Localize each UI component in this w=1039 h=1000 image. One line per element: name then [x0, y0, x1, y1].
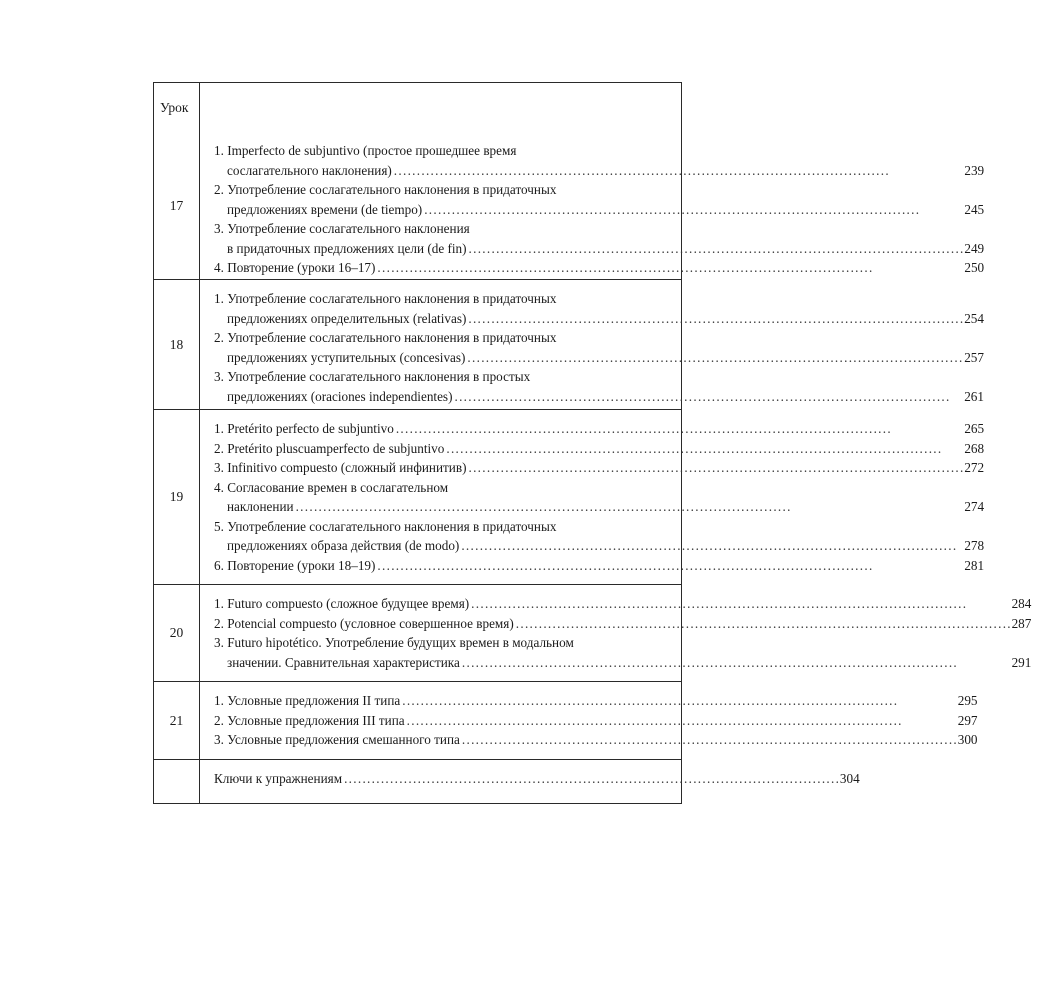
toc-entry[interactable] [214, 711, 978, 731]
page-number: 278 [964, 538, 985, 553]
toc-entry[interactable] [214, 289, 984, 328]
entry-title: 2. Условные предложения III типа [214, 712, 405, 728]
lesson-rows [154, 132, 1032, 759]
lesson-topics [200, 585, 1039, 681]
toc-entry[interactable] [214, 691, 978, 711]
leader-dots [296, 497, 963, 517]
entry-title: наклонении [227, 499, 294, 514]
entry-last-line [214, 556, 984, 576]
entry-title: предложениях уступительных (concesivas) [227, 349, 466, 365]
entry-last-line [214, 653, 1031, 673]
leader-dots [471, 594, 1009, 614]
leader-dots [377, 258, 962, 278]
entry-last-line [214, 497, 984, 517]
entry-last-line [214, 309, 984, 329]
entry-last-line [214, 161, 984, 181]
entry-title: 1. Условные предложения II типа [214, 693, 401, 708]
leader-dots [396, 419, 962, 439]
toc-entry[interactable] [214, 633, 1031, 672]
entry-title: Ключи к упражнениям [214, 771, 343, 786]
page-number: 254 [964, 310, 984, 326]
entry-title: предложениях времени (de tiempo) [227, 201, 423, 217]
entry-last-line [214, 691, 978, 711]
page-number: 274 [964, 499, 985, 514]
entry-last-line [214, 387, 984, 407]
page-number: 281 [964, 557, 985, 573]
lesson-topics [200, 410, 992, 584]
entry-title: предложениях определительных (relativas) [227, 310, 467, 326]
entry-line: 2. Употребление сослагательного наклонения в придаточных [214, 182, 557, 197]
entry-last-line [214, 200, 984, 220]
page-number: 284 [1011, 596, 1032, 611]
toc-entry[interactable] [214, 328, 984, 367]
toc-entry[interactable] [214, 478, 984, 517]
leader-dots [461, 536, 962, 556]
entry-last-line [214, 348, 984, 368]
page-number: 272 [964, 460, 985, 475]
page-number: 239 [964, 162, 985, 178]
toc-entry[interactable] [214, 556, 984, 576]
leader-dots [516, 614, 1010, 634]
page-number: 250 [964, 260, 985, 275]
toc-entry[interactable] [214, 517, 984, 556]
entry-title: 2. Pretérito pluscuamperfecto de subjuntivo [214, 440, 445, 456]
entry-line: 2. Употребление сослагательного наклонения в придаточных [214, 330, 557, 345]
lesson-number: 17 [154, 132, 200, 279]
lesson-number: 20 [154, 585, 200, 681]
leader-dots [377, 556, 962, 576]
leader-dots [454, 387, 962, 407]
lesson-row [154, 584, 1032, 681]
page-number: 245 [964, 201, 985, 217]
keys-content [200, 760, 868, 803]
lesson-number: 18 [154, 280, 200, 409]
entry-last-line [214, 258, 984, 278]
toc-entry[interactable] [214, 730, 978, 750]
entry-last-line [214, 614, 1031, 634]
entry-line: 1. Imperfecto de subjuntivo (простое прошедшее время [214, 143, 517, 158]
entry-line: 3. Futuro hipotético. Употребление будущих времен в модальном [214, 635, 574, 650]
leader-dots [462, 730, 956, 750]
page-number: 295 [957, 693, 978, 708]
page-number: 257 [964, 349, 984, 365]
toc-entry[interactable] [214, 439, 984, 459]
toc-entry[interactable] [214, 769, 860, 789]
entry-title: 3. Условные предложения смешанного типа [214, 732, 460, 747]
entry-line: 3. Употребление сослагательного наклонения [214, 221, 470, 236]
entry-title: в придаточных предложениях цели (de fin) [227, 240, 467, 256]
lesson-row [154, 132, 985, 279]
entry-title: 2. Potencial compuesto (условное совершенное время) [214, 615, 514, 631]
entry-last-line [214, 239, 984, 259]
leader-dots [446, 439, 962, 459]
leader-dots [468, 458, 962, 478]
entry-title: предложениях образа действия (de modo) [227, 538, 460, 553]
entry-last-line [214, 730, 978, 750]
toc-entry[interactable] [214, 180, 984, 219]
lesson-topics [200, 280, 992, 409]
toc-entry[interactable] [214, 219, 984, 258]
leader-dots [462, 653, 1010, 673]
lesson-topics [200, 132, 992, 279]
entry-last-line [214, 536, 984, 556]
entry-title: 6. Повторение (уроки 18–19) [214, 557, 376, 573]
page-number: 265 [964, 421, 985, 436]
entry-line: 1. Употребление сослагательного наклонения в придаточных [214, 291, 557, 306]
lesson-row [154, 409, 985, 584]
entry-line: 4. Согласование времен в сослагательном [214, 479, 449, 495]
toc-entry[interactable] [214, 594, 1031, 614]
leader-dots [407, 711, 956, 731]
header-row [154, 83, 681, 132]
toc-entry[interactable] [214, 367, 984, 406]
page-number: 249 [964, 240, 985, 256]
keys-lesson-cell [154, 760, 200, 803]
page-number: 261 [964, 388, 984, 404]
leader-dots [467, 348, 962, 368]
entry-line: 5. Употребление сослагательного наклонения в придаточных [214, 518, 557, 534]
entry-title: сослагательного наклонения) [227, 162, 392, 178]
leader-dots [402, 691, 955, 711]
entry-title: 3. Infinitivo compuesto (сложный инфинитив) [214, 460, 467, 475]
toc-entry[interactable] [214, 419, 984, 439]
leader-dots [394, 161, 963, 181]
entry-title: 1. Pretérito perfecto de subjuntivo [214, 421, 394, 436]
toc-entry[interactable] [214, 458, 984, 478]
leader-dots [344, 769, 838, 789]
entry-title: 1. Futuro compuesto (сложное будущее время) [214, 596, 470, 611]
leader-dots [469, 239, 963, 259]
lesson-row [154, 279, 984, 409]
entry-last-line [214, 594, 1031, 614]
page-number: 291 [1011, 654, 1032, 670]
lesson-number: 21 [154, 682, 200, 759]
toc-entry[interactable] [214, 258, 984, 278]
page-number: 287 [1011, 615, 1032, 631]
entry-title: 4. Повторение (уроки 16–17) [214, 260, 376, 275]
leader-dots [468, 309, 962, 329]
page-number: 304 [839, 771, 860, 786]
lesson-row [154, 681, 978, 759]
lesson-topics [200, 682, 986, 759]
toc-entry[interactable] [214, 141, 984, 180]
entry-title: значении. Сравнительная характеристика [227, 654, 460, 670]
lesson-number: 19 [154, 410, 200, 584]
entry-last-line [214, 439, 984, 459]
topics-column-header [200, 83, 681, 132]
entry-last-line [214, 458, 984, 478]
entry-last-line [214, 711, 978, 731]
lesson-column-header: Урок [154, 83, 200, 132]
entry-title: предложениях (oraciones independientes) [227, 388, 453, 404]
page-number: 300 [957, 732, 978, 747]
page-number: 268 [964, 440, 985, 456]
leader-dots [424, 200, 962, 220]
entry-last-line [214, 419, 984, 439]
entry-line: 3. Употребление сослагательного наклонения в простых [214, 369, 531, 384]
keys-row [154, 759, 860, 803]
page-number: 297 [957, 712, 978, 728]
toc-entry[interactable] [214, 614, 1031, 634]
table-of-contents [153, 82, 1032, 804]
